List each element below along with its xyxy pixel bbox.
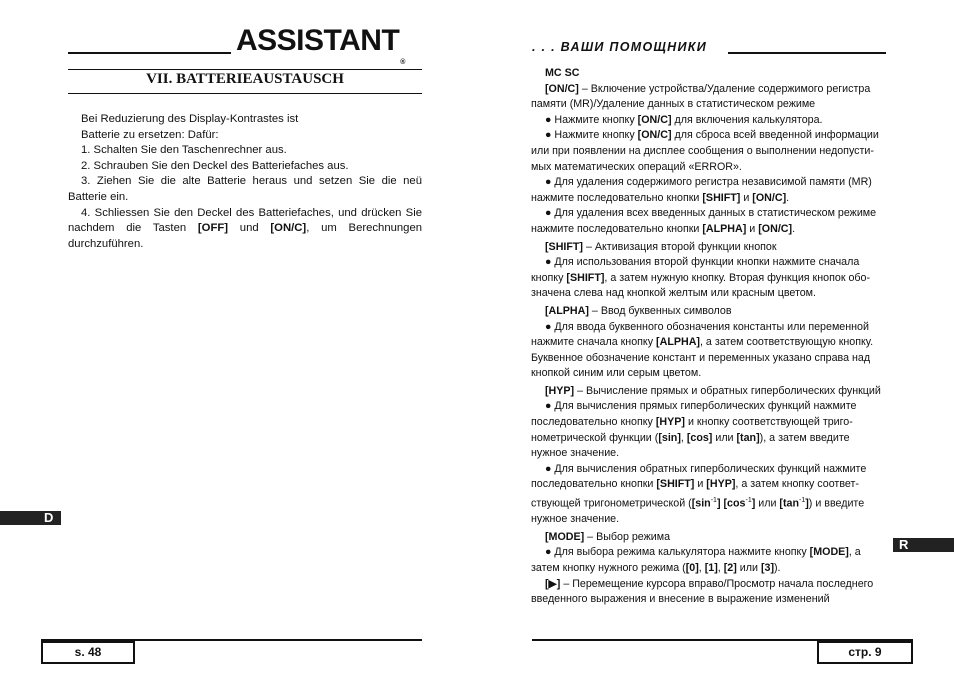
text: или bbox=[736, 561, 761, 574]
text: ), а затем введите нужное значение. bbox=[531, 431, 850, 460]
key: [HYP] bbox=[655, 416, 685, 429]
shift-heading bbox=[531, 240, 886, 256]
key: [SHIFT] bbox=[656, 478, 695, 491]
text: , bbox=[698, 561, 705, 574]
key: [ON/C] bbox=[637, 113, 672, 126]
onc-bullet-1 bbox=[531, 113, 886, 129]
text: для включения калькулятора. bbox=[671, 113, 823, 126]
text: ). bbox=[774, 561, 781, 574]
shift-desc: – Активизация второй функции кнопок bbox=[583, 240, 777, 253]
de-line-1: Bei Reduzierung des Display-Kontrastes ist bbox=[81, 113, 299, 125]
alpha-desc: – Ввод буквенных символов bbox=[588, 304, 732, 317]
text: или bbox=[712, 431, 737, 444]
tagline: . . . ВАШИ ПОМОЩНИКИ bbox=[532, 40, 708, 54]
arrow-desc: – Перемещение курсора вправо/Просмотр начала последнего введенного выражения и внесение в выражение изменений bbox=[531, 577, 874, 606]
de-step-2: 2. Schrauben Sie den Deckel des Batteriefaches aus. bbox=[81, 159, 349, 172]
de-step-1: 1. Schalten Sie den Taschenrechner aus. bbox=[81, 144, 287, 157]
key-off: [OFF] bbox=[197, 222, 229, 235]
text: , а затем кнопку нужного режима ( bbox=[531, 546, 861, 574]
page-number-right bbox=[817, 641, 913, 664]
text: и кнопку соответствующей триго-нометрической функции ( bbox=[531, 416, 853, 444]
text: , bbox=[717, 561, 724, 574]
key: [cos bbox=[723, 497, 746, 510]
alpha-bullet-1 bbox=[531, 320, 886, 382]
hyp-heading bbox=[531, 384, 886, 400]
mode-bullet-1 bbox=[531, 545, 886, 576]
section-rule-top bbox=[68, 69, 422, 70]
hyp-bullet-1 bbox=[531, 399, 886, 461]
key: [sin bbox=[691, 497, 711, 510]
mode-heading bbox=[531, 530, 886, 546]
key: [3] bbox=[760, 561, 774, 574]
de-step-4-text: 4. Schliessen Sie den Deckel des Batteriefaches, und drücken Sie nachdem die Tasten bbox=[68, 206, 422, 235]
logo-text: ASSISTANT bbox=[236, 24, 400, 57]
key: [ON/C] bbox=[637, 129, 672, 142]
key: [HYP] bbox=[706, 478, 736, 491]
de-step-4-and: und bbox=[239, 222, 259, 235]
text: ● Для удаления содержимого регистра независимой памяти (MR) нажмите последовательно кнопки bbox=[531, 176, 872, 204]
text: ) и введите нужное значение. bbox=[531, 497, 865, 526]
onc-key: [ON/C] bbox=[545, 82, 579, 95]
text: ● Нажмите кнопку bbox=[545, 129, 638, 142]
page-label-right: стр. 9 bbox=[848, 645, 882, 659]
key: [2] bbox=[723, 561, 737, 574]
onc-heading bbox=[531, 82, 886, 113]
hyp-key: [HYP] bbox=[545, 384, 575, 397]
text: и bbox=[746, 222, 759, 235]
key: [ON/C] bbox=[758, 222, 793, 235]
mode-desc: – Выбор режима bbox=[584, 530, 671, 543]
key: [ALPHA] bbox=[656, 336, 700, 349]
arrow-key: [▶] bbox=[545, 577, 561, 590]
text: ● Для удаления всех введенных данных в статистическом режиме нажмите последовательно кнопки bbox=[531, 207, 877, 235]
key: ] bbox=[751, 497, 756, 510]
key: [0] bbox=[685, 561, 699, 574]
key: [SHIFT] bbox=[566, 271, 605, 284]
header-rule-right bbox=[728, 52, 886, 54]
key: [ON/C] bbox=[752, 191, 787, 204]
arrow-heading bbox=[531, 577, 886, 608]
key: [cos] bbox=[686, 431, 713, 444]
text: ● Нажмите кнопку bbox=[545, 113, 638, 126]
side-tab-r-label: R bbox=[899, 537, 909, 552]
onc-bullet-2 bbox=[531, 128, 886, 175]
text: . bbox=[786, 191, 790, 204]
trademark-mark: ® bbox=[400, 59, 405, 66]
text: ● Для выбора режима калькулятора нажмите кнопку bbox=[545, 546, 810, 559]
text: , bbox=[680, 431, 687, 444]
key: [1] bbox=[704, 561, 718, 574]
superscript: -1 bbox=[710, 497, 717, 505]
side-tab-d bbox=[0, 511, 61, 525]
mode-key: [MODE] bbox=[545, 530, 585, 543]
russian-body bbox=[531, 66, 886, 608]
key: ] bbox=[805, 497, 809, 510]
text: ● Для ввода буквенного обозначения константы или переменной нажмите сначала кнопку bbox=[531, 320, 869, 349]
key: [sin] bbox=[658, 431, 681, 444]
text: и bbox=[740, 191, 753, 204]
text: ● Для вычисления обратных гиперболических функций нажмите последовательно кнопки bbox=[531, 462, 867, 491]
text: , а затем нужную кнопку. Вторая функция кнопок обо-значена слева над кнопкой желтым или красным цветом. bbox=[531, 271, 871, 300]
superscript: -1 bbox=[745, 497, 752, 505]
de-step-3: 3. Ziehen Sie die alte Batterie heraus und setzen Sie die neü Batterie ein. bbox=[68, 175, 422, 203]
de-step-4 bbox=[68, 206, 422, 253]
side-tab-d-label: D bbox=[44, 510, 54, 525]
text: для сброса всей введенной информации или при появлении на дисплее сообщения о выполнении недопусти-мых математических операций «ERROR». bbox=[531, 129, 879, 173]
shift-bullet-1 bbox=[531, 255, 886, 302]
text: , а затем кнопку соответ-ствующей тригонометрической ( bbox=[531, 478, 859, 510]
page-number-left bbox=[41, 641, 135, 664]
key: [tan] bbox=[736, 431, 760, 444]
key: [ALPHA] bbox=[702, 222, 747, 235]
shift-key: [SHIFT] bbox=[545, 240, 583, 253]
side-tab-r bbox=[893, 538, 954, 552]
text: ● Для вычисления прямых гиперболических функций нажмите последовательно кнопку bbox=[531, 400, 857, 429]
page-label-left: s. 48 bbox=[74, 645, 102, 659]
key: [SHIFT] bbox=[702, 191, 741, 204]
onc-desc: – Включение устройства/Удаление содержимого регистра памяти (MR)/Удаление данных в статистическом режиме bbox=[531, 82, 871, 111]
key: ] bbox=[716, 497, 721, 510]
onc-bullet-3 bbox=[531, 175, 886, 206]
brand-logo bbox=[236, 24, 405, 66]
section-rule-bottom bbox=[68, 93, 422, 94]
german-body bbox=[68, 112, 422, 252]
text: . bbox=[792, 222, 796, 235]
alpha-heading bbox=[531, 304, 886, 320]
header-rule-left bbox=[68, 52, 231, 54]
text: , а затем соответствующую кнопку. Буквенное обозначение констант и переменных указано справа над кнопкой синим или серым цветом. bbox=[531, 336, 874, 380]
section-title: VII. BATTERIEAUSTAUSCH bbox=[146, 71, 344, 87]
text: и bbox=[694, 478, 707, 491]
key: [MODE] bbox=[809, 546, 849, 559]
text: или bbox=[755, 497, 780, 510]
de-line-2: Batterie zu ersetzen: Dafür: bbox=[81, 128, 219, 141]
hyp-desc: – Вычисление прямых и обратных гиперболических функций bbox=[574, 384, 881, 397]
mc-sc-label: MC SC bbox=[545, 67, 580, 79]
text: ● Для использования второй функции кнопки нажмите сначала кнопку bbox=[531, 256, 860, 284]
key-onc: [ON/C] bbox=[270, 222, 307, 235]
onc-bullet-4 bbox=[531, 206, 886, 237]
hyp-bullet-2 bbox=[531, 462, 886, 528]
de-step-4-end: , um Berechnungen durchzuführen. bbox=[68, 222, 423, 250]
superscript: -1 bbox=[799, 497, 806, 505]
key: [tan bbox=[779, 497, 799, 510]
alpha-key: [ALPHA] bbox=[545, 304, 589, 317]
